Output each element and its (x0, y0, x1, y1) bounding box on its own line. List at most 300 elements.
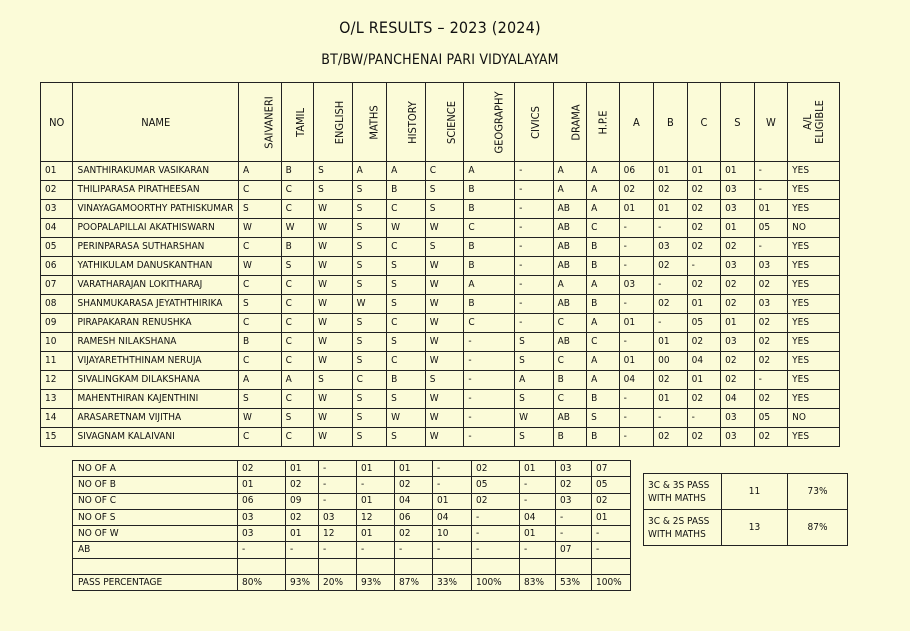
table-cell: C (387, 314, 426, 333)
table-cell: - (654, 409, 688, 428)
table-cell: 01 (619, 200, 654, 219)
summary-cell: 83% (520, 575, 556, 591)
table-cell: W (281, 219, 313, 238)
column-header-label: MATHS (367, 104, 381, 140)
column-header-label: C (700, 115, 708, 129)
table-cell: S (515, 428, 554, 447)
summary-cell: 04 (433, 509, 472, 525)
summary-cell: 01 (592, 509, 631, 525)
table-cell: - (619, 257, 654, 276)
table-cell: - (619, 390, 654, 409)
table-cell: 02 (754, 390, 788, 409)
table-cell: - (619, 295, 654, 314)
summary-cell: 06 (395, 509, 433, 525)
summary-cell: - (520, 542, 556, 558)
table-cell: 03 (754, 295, 788, 314)
summary-cell: 87% (395, 575, 433, 591)
pass-percentage: 73% (788, 474, 848, 510)
summary-cell: 02 (556, 477, 592, 493)
table-cell: B (587, 238, 619, 257)
table-cell: C (387, 238, 426, 257)
table-cell: - (464, 428, 515, 447)
table-cell: W (314, 333, 353, 352)
summary-label: NO OF S (73, 509, 238, 525)
table-cell: 03 (619, 276, 654, 295)
table-cell: W (314, 219, 353, 238)
table-cell: S (515, 352, 554, 371)
table-cell: S (425, 200, 464, 219)
summary-label: NO OF W (73, 526, 238, 542)
summary-cell (520, 558, 556, 574)
table-cell: W (314, 295, 353, 314)
table-cell: W (314, 314, 353, 333)
table-cell: W (387, 219, 426, 238)
summary-cell: - (592, 542, 631, 558)
table-cell: A (238, 162, 281, 181)
column-header-label: H.P.E (596, 109, 610, 135)
table-cell: 01 (619, 314, 654, 333)
summary-label: AB (73, 542, 238, 558)
table-cell: B (553, 428, 587, 447)
summary-row (73, 509, 631, 525)
table-cell: 02 (754, 428, 788, 447)
summary-row (73, 477, 631, 493)
table-cell: B (464, 295, 515, 314)
table-cell: W (314, 276, 353, 295)
table-cell: W (425, 333, 464, 352)
table-cell: B (464, 238, 515, 257)
summary-cell: - (472, 526, 520, 542)
table-cell: B (238, 333, 281, 352)
summary-cell: 06 (238, 493, 286, 509)
table-cell: 02 (721, 352, 755, 371)
pass-criteria: 3C & 2S PASS WITH MATHS (644, 510, 722, 546)
summary-label: PASS PERCENTAGE (73, 575, 238, 591)
table-cell: 03 (721, 257, 755, 276)
table-cell: 01 (654, 162, 688, 181)
report-title: O/L RESULTS – 2023 (2024) (339, 18, 541, 37)
table-cell: 01 (687, 371, 721, 390)
table-cell: S (515, 333, 554, 352)
table-cell: - (619, 428, 654, 447)
table-cell: A (587, 181, 619, 200)
table-cell: - (515, 219, 554, 238)
table-cell: S (281, 257, 313, 276)
table-cell: S (352, 219, 387, 238)
column-header-label: ENGLISH (333, 100, 347, 144)
table-cell: B (587, 295, 619, 314)
student-name: PERINPARASA SUTHARSHAN (73, 238, 238, 257)
table-cell: 02 (687, 276, 721, 295)
column-header-label: A (633, 115, 640, 129)
student-row (41, 200, 840, 219)
table-cell: YES (788, 257, 840, 276)
summary-label (73, 558, 238, 574)
student-row (41, 428, 840, 447)
summary-cell: - (319, 493, 357, 509)
table-cell: AB (553, 295, 587, 314)
summary-cell: - (556, 526, 592, 542)
table-cell: 03 (721, 428, 755, 447)
table-cell: C (281, 295, 313, 314)
student-name: VARATHARAJAN LOKITHARAJ (73, 276, 238, 295)
summary-cell: 09 (286, 493, 319, 509)
column-header (754, 83, 788, 162)
table-cell: 02 (654, 181, 688, 200)
summary-label: NO OF C (73, 493, 238, 509)
table-cell: 02 (654, 371, 688, 390)
summary-cell: 02 (395, 526, 433, 542)
table-cell: A (587, 162, 619, 181)
summary-cell: 01 (286, 461, 319, 477)
table-cell: W (314, 390, 353, 409)
table-cell: B (464, 181, 515, 200)
table-cell: 08 (41, 295, 73, 314)
column-header (788, 83, 840, 162)
table-cell: A (553, 162, 587, 181)
table-cell: 02 (754, 333, 788, 352)
table-cell: 05 (687, 314, 721, 333)
table-cell: S (425, 238, 464, 257)
summary-row (73, 542, 631, 558)
table-cell: YES (788, 333, 840, 352)
column-header-label: B (667, 115, 674, 129)
table-cell: B (281, 238, 313, 257)
table-cell: C (464, 219, 515, 238)
table-cell: W (352, 295, 387, 314)
summary-cell: - (319, 542, 357, 558)
student-name: YATHIKULAM DANUSKANTHAN (73, 257, 238, 276)
summary-label: NO OF A (73, 461, 238, 477)
table-cell: A (553, 276, 587, 295)
table-cell: C (553, 352, 587, 371)
table-cell: C (238, 181, 281, 200)
column-header (314, 83, 353, 162)
table-cell: 02 (687, 219, 721, 238)
table-cell: W (515, 409, 554, 428)
summary-cell: 12 (319, 526, 357, 542)
table-cell: C (238, 428, 281, 447)
summary-cell: 04 (520, 509, 556, 525)
table-cell: W (425, 257, 464, 276)
table-cell: - (464, 371, 515, 390)
summary-cell (433, 558, 472, 574)
summary-cell: - (286, 542, 319, 558)
table-cell: 09 (41, 314, 73, 333)
student-name: RAMESH NILAKSHANA (73, 333, 238, 352)
table-cell: S (352, 257, 387, 276)
table-cell: W (314, 200, 353, 219)
summary-label: NO OF B (73, 477, 238, 493)
table-cell: - (515, 200, 554, 219)
table-cell: - (754, 162, 788, 181)
table-cell: 01 (754, 200, 788, 219)
table-cell: 02 (721, 371, 755, 390)
pass-count: 11 (722, 474, 788, 510)
table-cell: - (515, 295, 554, 314)
summary-cell (395, 558, 433, 574)
column-header (464, 83, 515, 162)
summary-cell: 05 (472, 477, 520, 493)
table-cell: W (425, 276, 464, 295)
summary-cell: 01 (357, 461, 395, 477)
table-cell: 14 (41, 409, 73, 428)
table-cell: A (238, 371, 281, 390)
student-name: SANTHIRAKUMAR VASIKARAN (73, 162, 238, 181)
table-cell: W (425, 314, 464, 333)
table-cell: 02 (687, 238, 721, 257)
table-cell: YES (788, 352, 840, 371)
student-row (41, 409, 840, 428)
column-header (352, 83, 387, 162)
table-cell: B (464, 200, 515, 219)
student-row (41, 238, 840, 257)
table-cell: W (314, 428, 353, 447)
summary-cell: 02 (286, 477, 319, 493)
table-cell: 03 (721, 181, 755, 200)
table-cell: - (464, 352, 515, 371)
table-cell: W (425, 390, 464, 409)
table-cell: B (387, 371, 426, 390)
column-header (654, 83, 688, 162)
table-cell: 02 (687, 333, 721, 352)
header-row (41, 83, 840, 162)
school-name: BT/BW/PANCHENAI PARI VIDYALAYAM (321, 52, 559, 68)
table-cell: 02 (721, 238, 755, 257)
table-cell: 02 (687, 390, 721, 409)
table-cell: 05 (754, 219, 788, 238)
summary-cell: - (520, 477, 556, 493)
column-header (587, 83, 619, 162)
summary-cell: 07 (592, 461, 631, 477)
table-cell: S (387, 428, 426, 447)
table-cell: - (687, 257, 721, 276)
column-header (721, 83, 755, 162)
table-cell: 02 (654, 257, 688, 276)
column-header-label: NO (49, 115, 65, 129)
summary-cell: 05 (592, 477, 631, 493)
summary-table (72, 460, 631, 591)
table-cell: - (619, 333, 654, 352)
student-row (41, 333, 840, 352)
table-cell: 01 (721, 162, 755, 181)
student-name: PIRAPAKARAN RENUSHKA (73, 314, 238, 333)
table-cell: 02 (754, 276, 788, 295)
table-cell: C (587, 219, 619, 238)
table-cell: S (352, 276, 387, 295)
column-header-label: NAME (141, 115, 171, 129)
summary-cell: 02 (286, 509, 319, 525)
table-cell: AB (553, 238, 587, 257)
table-cell: B (464, 257, 515, 276)
column-header (387, 83, 426, 162)
table-cell: S (314, 162, 353, 181)
table-cell: 11 (41, 352, 73, 371)
table-cell: C (281, 200, 313, 219)
summary-cell: - (520, 493, 556, 509)
table-cell: A (281, 371, 313, 390)
table-cell: 12 (41, 371, 73, 390)
summary-row (73, 461, 631, 477)
summary-cell: 07 (556, 542, 592, 558)
table-cell: 02 (721, 276, 755, 295)
student-row (41, 295, 840, 314)
table-cell: AB (553, 409, 587, 428)
table-cell: - (754, 371, 788, 390)
table-cell: 05 (41, 238, 73, 257)
summary-cell: - (472, 542, 520, 558)
student-name: SHANMUKARASA JEYATHTHIRIKA (73, 295, 238, 314)
table-cell: 06 (619, 162, 654, 181)
table-cell: S (281, 409, 313, 428)
table-cell: C (387, 200, 426, 219)
summary-cell: 02 (472, 461, 520, 477)
table-cell: 02 (687, 428, 721, 447)
table-cell: AB (553, 257, 587, 276)
table-cell: AB (553, 333, 587, 352)
table-cell: 07 (41, 276, 73, 295)
table-cell: W (425, 352, 464, 371)
table-cell: W (314, 352, 353, 371)
table-cell: 03 (41, 200, 73, 219)
table-cell: 02 (654, 428, 688, 447)
table-cell: YES (788, 200, 840, 219)
table-cell: - (687, 409, 721, 428)
column-header-label: A/L ELIGIBLE (801, 100, 827, 144)
summary-cell: - (472, 509, 520, 525)
table-cell: YES (788, 238, 840, 257)
table-cell: AB (553, 200, 587, 219)
table-cell: - (619, 238, 654, 257)
table-cell: B (553, 371, 587, 390)
summary-cell: 01 (395, 461, 433, 477)
table-cell: C (425, 162, 464, 181)
student-row (41, 181, 840, 200)
summary-cell: 03 (238, 526, 286, 542)
summary-cell: 01 (357, 526, 395, 542)
table-cell: S (387, 276, 426, 295)
summary-cell: 04 (395, 493, 433, 509)
column-header (281, 83, 313, 162)
table-cell: A (587, 352, 619, 371)
table-cell: 15 (41, 428, 73, 447)
table-cell: 01 (687, 295, 721, 314)
summary-cell: 33% (433, 575, 472, 591)
table-cell: 04 (41, 219, 73, 238)
table-cell: C (587, 333, 619, 352)
table-cell: NO (788, 409, 840, 428)
table-cell: S (352, 181, 387, 200)
table-cell: 02 (754, 352, 788, 371)
summary-cell: - (433, 542, 472, 558)
table-cell: YES (788, 314, 840, 333)
table-cell: 01 (721, 219, 755, 238)
summary-cell: - (319, 461, 357, 477)
table-cell: 03 (721, 409, 755, 428)
summary-cell: 53% (556, 575, 592, 591)
summary-cell: 01 (357, 493, 395, 509)
table-cell: S (587, 409, 619, 428)
table-cell: C (281, 276, 313, 295)
table-cell: W (314, 409, 353, 428)
table-cell: B (587, 428, 619, 447)
summary-cell: 03 (556, 461, 592, 477)
table-cell: W (425, 295, 464, 314)
table-cell: 10 (41, 333, 73, 352)
summary-cell: 01 (520, 461, 556, 477)
summary-cell: 12 (357, 509, 395, 525)
summary-cell: - (238, 542, 286, 558)
table-cell: 04 (721, 390, 755, 409)
table-cell: S (515, 390, 554, 409)
table-cell: W (387, 409, 426, 428)
table-cell: B (387, 181, 426, 200)
table-cell: W (238, 409, 281, 428)
table-cell: 05 (754, 409, 788, 428)
column-header (238, 83, 281, 162)
summary-cell: 01 (286, 526, 319, 542)
column-header-label: DRAMA (569, 103, 583, 141)
table-cell: S (238, 295, 281, 314)
column-header (515, 83, 554, 162)
column-header-label: SCIENCE (444, 100, 458, 144)
table-cell: 02 (754, 314, 788, 333)
student-row (41, 371, 840, 390)
table-cell: YES (788, 295, 840, 314)
student-row (41, 257, 840, 276)
summary-cell (556, 558, 592, 574)
table-cell: 01 (619, 352, 654, 371)
summary-cell: 93% (286, 575, 319, 591)
table-cell: A (464, 162, 515, 181)
pass-stats-table (643, 473, 848, 546)
summary-row (73, 575, 631, 591)
summary-cell: 10 (433, 526, 472, 542)
student-name: ARASARETNAM VIJITHA (73, 409, 238, 428)
table-cell: S (352, 314, 387, 333)
table-cell: 02 (41, 181, 73, 200)
student-row (41, 276, 840, 295)
pass-criteria: 3C & 3S PASS WITH MATHS (644, 474, 722, 510)
pass-count: 13 (722, 510, 788, 546)
table-cell: C (553, 390, 587, 409)
table-cell: YES (788, 371, 840, 390)
student-row (41, 390, 840, 409)
summary-cell: - (395, 542, 433, 558)
table-cell: YES (788, 390, 840, 409)
summary-cell (592, 558, 631, 574)
summary-cell: - (433, 461, 472, 477)
summary-cell: - (357, 477, 395, 493)
table-cell: C (281, 314, 313, 333)
table-cell: S (352, 390, 387, 409)
table-cell: 03 (654, 238, 688, 257)
column-header-label: S (734, 115, 741, 129)
table-cell: W (425, 428, 464, 447)
table-cell: - (515, 314, 554, 333)
student-name: SIVALINGKAM DILAKSHANA (73, 371, 238, 390)
summary-cell: - (319, 477, 357, 493)
table-cell: C (281, 428, 313, 447)
table-cell: - (515, 162, 554, 181)
summary-cell: 01 (433, 493, 472, 509)
table-cell: 02 (654, 295, 688, 314)
table-cell: - (515, 276, 554, 295)
column-header (553, 83, 587, 162)
table-cell: S (352, 200, 387, 219)
column-header-label: W (766, 115, 776, 129)
summary-cell: 03 (238, 509, 286, 525)
